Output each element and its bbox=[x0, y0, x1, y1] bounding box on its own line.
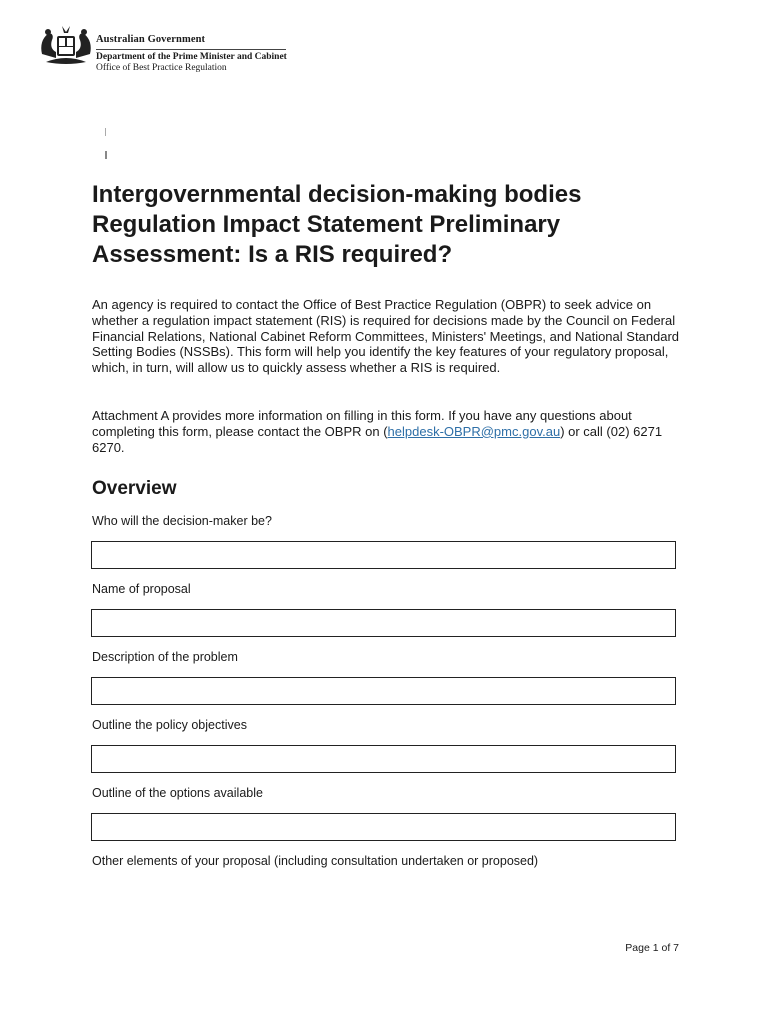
text-cursor-mark bbox=[105, 128, 106, 136]
other-elements-label: Other elements of your proposal (including consultation undertaken or proposed) bbox=[92, 854, 539, 868]
text-cursor-mark bbox=[105, 151, 107, 159]
agency-wordmark bbox=[96, 34, 296, 74]
obpr-email-link[interactable]: helpdesk-OBPR@pmc.gov.au bbox=[387, 423, 561, 439]
department-name: Department of the Prime Minister and Cabinet bbox=[96, 52, 287, 62]
government-name: Australian Government bbox=[96, 34, 206, 45]
proposal-name-label: Name of proposal bbox=[92, 582, 191, 596]
policy-objectives-input[interactable] bbox=[91, 745, 676, 773]
header-divider bbox=[96, 49, 286, 50]
policy-objectives-label: Outline the policy objectives bbox=[92, 718, 247, 732]
overview-heading: Overview bbox=[92, 478, 177, 499]
contact-paragraph bbox=[92, 408, 692, 455]
coat-of-arms-icon bbox=[38, 24, 94, 68]
office-name: Office of Best Practice Regulation bbox=[96, 63, 227, 73]
problem-description-input[interactable] bbox=[91, 677, 676, 705]
contact-text-before: Attachment A provides more information on filling in this form. If you have any questions about completing this form, please contact the OBPR on ( bbox=[92, 408, 632, 439]
options-available-input[interactable] bbox=[91, 813, 676, 841]
page-number: Page 1 of 7 bbox=[625, 942, 679, 954]
decision-maker-input[interactable] bbox=[91, 541, 676, 569]
decision-maker-label: Who will the decision-maker be? bbox=[92, 514, 272, 528]
contact-text-after: ) or call (02) 6271 6270. bbox=[92, 423, 663, 455]
problem-description-label: Description of the problem bbox=[92, 650, 238, 664]
intro-paragraph: An agency is required to contact the Office of Best Practice Regulation (OBPR) to seek advice on whether a regulation impact statement (RIS) is required for decisions made by the Council on Federal Financial Relations, National Cabinet Reform Committees, Ministers' Meetings, and National Standard Setting Bodies (NSSBs). This form will help you identify the key features of your regulatory proposal, which, in turn, will allow us to quickly assess whether a RIS is required. bbox=[92, 297, 680, 376]
agency-header bbox=[38, 24, 298, 84]
proposal-name-input[interactable] bbox=[91, 609, 676, 637]
document-title: Intergovernmental decision-making bodies Regulation Impact Statement Preliminary Assessment: Is a RIS required? bbox=[92, 181, 582, 268]
options-available-label: Outline of the options available bbox=[92, 786, 263, 800]
